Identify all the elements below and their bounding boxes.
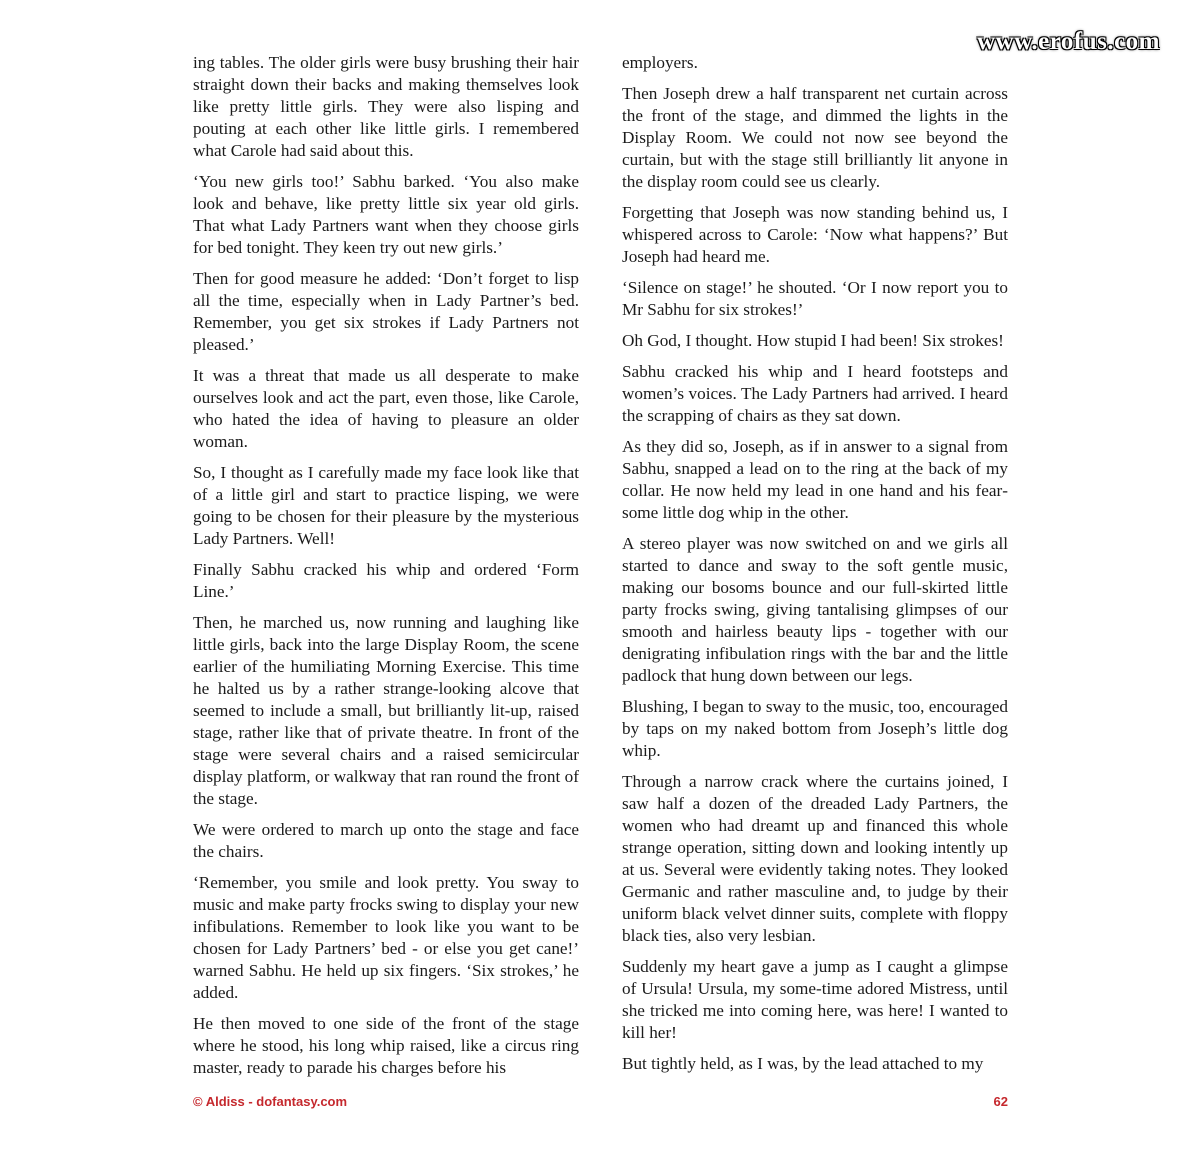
- paragraph: Then Joseph drew a half transparent net curtain across the front of the stage, and dimmed the lights in the Display Room. We could not now see beyond the curtain, but with the stage still brilliantly lit anyone in the display room could see us clearly.: [622, 84, 1008, 191]
- page-number: 62: [993, 1094, 1008, 1109]
- paragraph: Finally Sabhu cracked his whip and ordered ‘Form Line.’: [193, 560, 579, 601]
- paragraph: Suddenly my heart gave a jump as I caught a glimpse of Ursula! Ursula, my some-time adored Mistress, until she tricked me into coming here, was here! I wanted to kill her!: [622, 957, 1008, 1042]
- paragraph: ‘You new girls too!’ Sabhu barked. ‘You also make look and behave, like pretty little six year old girls. That what Lady Partners want when they choose girls for bed tonight. They keen try out new girls.’: [193, 172, 579, 257]
- paragraph: We were ordered to march up onto the stage and face the chairs.: [193, 820, 579, 861]
- paragraph: A stereo player was now switched on and we girls all started to dance and sway to the soft gentle music, making our bosoms bounce and our full-skirted little party frocks swing, giving tantalising glimpses of our smooth and hairless beauty lips - together with our denigrating infibulation rings with the bar and the little padlock that hung down between our legs.: [622, 534, 1008, 685]
- paragraph: ing tables. The older girls were busy brushing their hair straight down their backs and making themselves look like pretty little girls. They were also lisping and pouting at each other like little girls. I remembered what Carole had said about this.: [193, 53, 579, 160]
- site-watermark: www.erofus.com: [977, 28, 1160, 55]
- footer-copyright: © Aldiss - dofantasy.com: [193, 1094, 348, 1109]
- paragraph: ‘Silence on stage!’ he shouted. ‘Or I now report you to Mr Sabhu for six strokes!’: [622, 278, 1008, 319]
- paragraph: Then for good measure he added: ‘Don’t forget to lisp all the time, especially when in Lady Partner’s bed. Remember, you get six strokes if Lady Partners not pleased.’: [193, 269, 579, 354]
- paragraph: employers.: [622, 53, 698, 72]
- paragraph: Forgetting that Joseph was now standing behind us, I whispered across to Carole: ‘Now what happens?’ But Joseph had heard me.: [622, 203, 1008, 266]
- right-text-column: [622, 52, 1008, 1084]
- paragraph: He then moved to one side of the front of the stage where he stood, his long whip raised, like a circus ring master, ready to parade his charges before his: [193, 1014, 579, 1077]
- paragraph: As they did so, Joseph, as if in answer to a signal from Sabhu, snapped a lead on to the ring at the back of my collar. He now held my lead in one hand and his fearsome little dog whip in the other.: [622, 437, 1008, 522]
- paragraph: Sabhu cracked his whip and I heard footsteps and women’s voices. The Lady Partners had arrived. I heard the scrapping of chairs as they sat down.: [622, 362, 1008, 425]
- paragraph: Through a narrow crack where the curtains joined, I saw half a dozen of the dreaded Lady Partners, the women who had dreamt up and financed this whole strange operation, sitting down and looking intently up at us. Several were evidently taking notes. They looked Germanic and rather masculine and, to judge by their uniform black velvet dinner suits, complete with floppy black ties, also very lesbian.: [622, 772, 1008, 945]
- paragraph: ‘Remember, you smile and look pretty. You sway to music and make party frocks swing to display your new infibulations. Remember to look like you want to be chosen for Lady Partners’ bed - or else you get cane!’ warned Sabhu. He held up six fingers. ‘Six strokes,’ he added.: [193, 873, 579, 1002]
- left-text-column: [193, 52, 579, 1088]
- paragraph: Oh God, I thought. How stupid I had been! Six strokes!: [622, 331, 1004, 350]
- paragraph: It was a threat that made us all desperate to make ourselves look and act the part, even those, like Carole, who hated the idea of having to pleasure an older woman.: [193, 366, 579, 451]
- paragraph: Then, he marched us, now running and laughing like little girls, back into the large Display Room, the scene earlier of the humiliating Morning Exercise. This time he halted us by a rather strange-looking alcove that seemed to include a small, but brilliantly lit-up, raised stage, rather like that of private theatre. In front of the stage were several chairs and a raised semicircular display platform, or walkway that ran round the front of the stage.: [193, 613, 579, 808]
- paragraph: But tightly held, as I was, by the lead attached to my: [622, 1054, 984, 1073]
- paragraph: So, I thought as I carefully made my face look like that of a little girl and start to practice lisping, we were going to be chosen for their pleasure by the mysterious Lady Partners. Well!: [193, 463, 579, 548]
- paragraph: Blushing, I began to sway to the music, too, encouraged by taps on my naked bottom from Joseph’s little dog whip.: [622, 697, 1008, 760]
